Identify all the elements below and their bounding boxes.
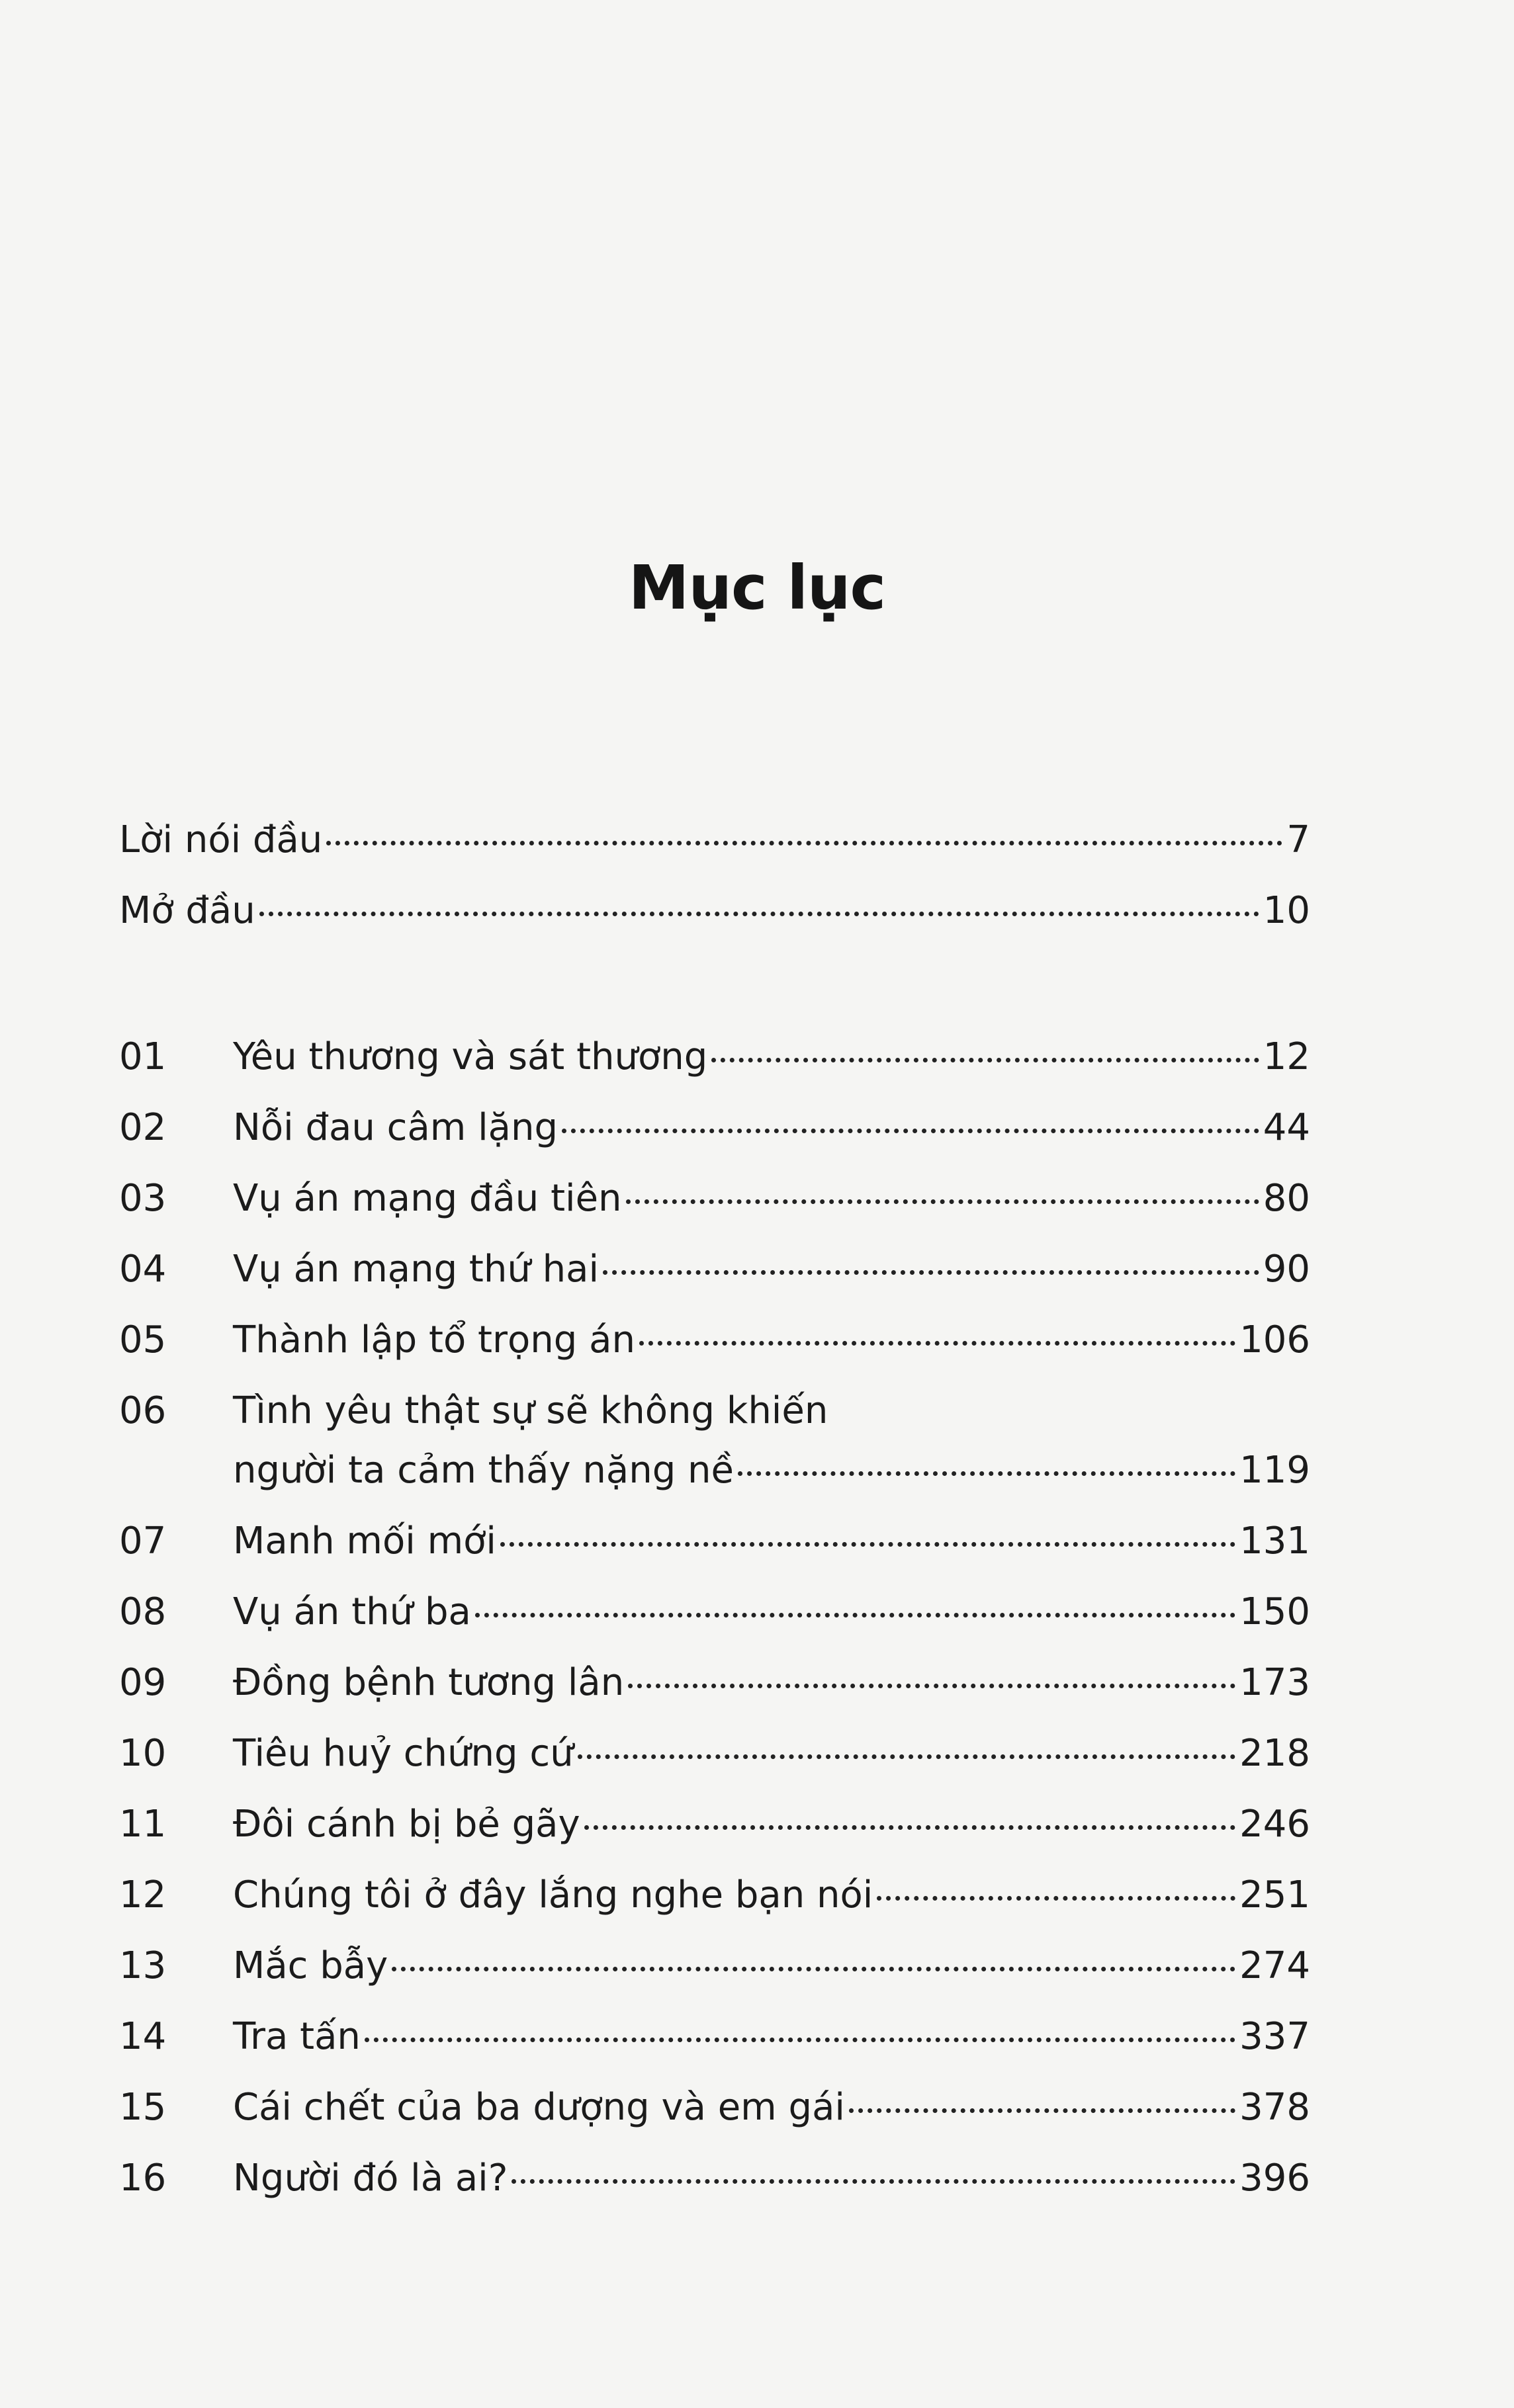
toc-entry-page: 246 — [1239, 1803, 1310, 1846]
toc-entry-page: 7 — [1286, 818, 1310, 861]
toc-entry-label: Người đó là ai? — [233, 2157, 508, 2200]
toc-entry-page: 131 — [1239, 1520, 1310, 1563]
dot-leader — [639, 1341, 1235, 1346]
toc-entry-page: 378 — [1239, 2086, 1310, 2129]
chapter-number: 03 — [119, 1177, 167, 1220]
toc-entry-chapter-08[interactable] — [119, 1589, 1310, 1635]
toc-entry-chapter-09[interactable] — [119, 1660, 1310, 1706]
toc-entry-label: Chúng tôi ở đây lắng nghe bạn nói — [233, 1873, 873, 1916]
toc-entry-chapter-14[interactable] — [119, 2014, 1310, 2060]
toc-entry-opening[interactable] — [119, 888, 1310, 934]
chapter-number: 02 — [119, 1106, 167, 1149]
toc-entry-page: 119 — [1239, 1449, 1310, 1492]
toc-entry-chapter-15[interactable] — [119, 2085, 1310, 2131]
toc-entry-label: Tra tấn — [233, 2015, 361, 2058]
chapter-number: 13 — [119, 1944, 167, 1987]
dot-leader — [628, 1684, 1235, 1688]
dot-leader — [365, 2038, 1235, 2042]
toc-entry-chapter-10[interactable] — [119, 1731, 1310, 1777]
chapter-number: 12 — [119, 1873, 167, 1916]
dot-leader — [500, 1542, 1235, 1547]
toc-entry-chapter-06[interactable] — [119, 1447, 1310, 1494]
toc-entry-chapter-11[interactable] — [119, 1801, 1310, 1848]
toc-entry-chapter-03[interactable] — [119, 1176, 1310, 1222]
dot-leader — [562, 1129, 1259, 1133]
toc-entry-page: 12 — [1263, 1035, 1310, 1078]
toc-entry-chapter-04[interactable] — [119, 1246, 1310, 1293]
toc-entry-chapter-13[interactable] — [119, 1943, 1310, 1989]
toc-entry-page: 218 — [1239, 1732, 1310, 1775]
toc-entry-label: Lời nói đầu — [119, 818, 323, 861]
page-title: Mục lục — [628, 552, 886, 623]
dot-leader — [475, 1613, 1235, 1617]
toc-entry-label: người ta cảm thấy nặng nề — [233, 1449, 734, 1492]
toc-entry-label: Nỗi đau câm lặng — [233, 1106, 558, 1149]
toc-entry-page: 44 — [1263, 1106, 1310, 1149]
chapter-number: 11 — [119, 1803, 167, 1846]
toc-entry-label: Tiêu huỷ chứng cứ — [233, 1732, 574, 1775]
dot-leader — [578, 1754, 1236, 1759]
chapter-number: 16 — [119, 2157, 167, 2200]
toc-entry-chapter-12[interactable] — [119, 1872, 1310, 1918]
toc-entry-chapter-07[interactable] — [119, 1518, 1310, 1565]
toc-entry-chapter-01[interactable] — [119, 1034, 1310, 1080]
toc-entry-page: 173 — [1239, 1661, 1310, 1704]
chapter-number: 10 — [119, 1732, 167, 1775]
dot-leader — [626, 1199, 1259, 1204]
toc-entry-label: Yêu thương và sát thương — [233, 1035, 708, 1078]
toc-entry-chapter-16[interactable] — [119, 2155, 1310, 2202]
toc-entry-page: 274 — [1239, 1944, 1310, 1987]
toc-entry-label: Mắc bẫy — [233, 1944, 388, 1987]
toc-entry-label: Manh mối mới — [233, 1520, 496, 1563]
dot-leader — [584, 1825, 1235, 1830]
dot-leader — [259, 912, 1259, 916]
dot-leader — [326, 841, 1282, 845]
toc-entry-preface[interactable] — [119, 817, 1310, 863]
toc-entry-page: 80 — [1263, 1177, 1310, 1220]
chapter-number: 04 — [119, 1248, 167, 1291]
toc-entry-chapter-06-line1[interactable] — [119, 1388, 1310, 1434]
toc-entry-page: 251 — [1239, 1873, 1310, 1916]
chapter-number: 08 — [119, 1590, 167, 1633]
toc-entry-page: 10 — [1263, 889, 1310, 932]
chapter-number: 15 — [119, 2086, 167, 2129]
dot-leader — [603, 1270, 1259, 1275]
chapter-number: 05 — [119, 1318, 167, 1361]
chapter-number: 07 — [119, 1520, 167, 1563]
toc-entry-page: 396 — [1239, 2157, 1310, 2200]
toc-entry-label: Mở đầu — [119, 889, 255, 932]
dot-leader — [877, 1896, 1235, 1901]
toc-entry-label: Vụ án mạng đầu tiên — [233, 1177, 622, 1220]
toc-entry-chapter-05[interactable] — [119, 1317, 1310, 1363]
toc-entry-page: 337 — [1239, 2015, 1310, 2058]
toc-entry-label: Thành lập tổ trọng án — [233, 1318, 635, 1361]
dot-leader — [392, 1967, 1235, 1971]
chapter-number: 09 — [119, 1661, 167, 1704]
toc-entry-label: Cái chết của ba dượng và em gái — [233, 2086, 845, 2129]
toc-entry-label: Đôi cánh bị bẻ gãy — [233, 1803, 580, 1846]
dot-leader — [512, 2179, 1235, 2184]
toc-entry-page: 90 — [1263, 1248, 1310, 1291]
toc-entry-label-line1: Tình yêu thật sự sẽ không khiến — [233, 1389, 828, 1432]
chapter-number: 01 — [119, 1035, 167, 1078]
chapter-number: 06 — [119, 1389, 167, 1432]
toc-entry-label: Đồng bệnh tương lân — [233, 1661, 625, 1704]
toc-entry-page: 150 — [1239, 1590, 1310, 1633]
toc-entry-label: Vụ án thứ ba — [233, 1590, 471, 1633]
chapter-number: 14 — [119, 2015, 167, 2058]
toc-entry-label: Vụ án mạng thứ hai — [233, 1248, 600, 1291]
dot-leader — [738, 1471, 1235, 1476]
toc-entry-page: 106 — [1239, 1318, 1310, 1361]
toc-entry-chapter-02[interactable] — [119, 1105, 1310, 1151]
dot-leader — [711, 1058, 1259, 1062]
dot-leader — [849, 2108, 1235, 2113]
